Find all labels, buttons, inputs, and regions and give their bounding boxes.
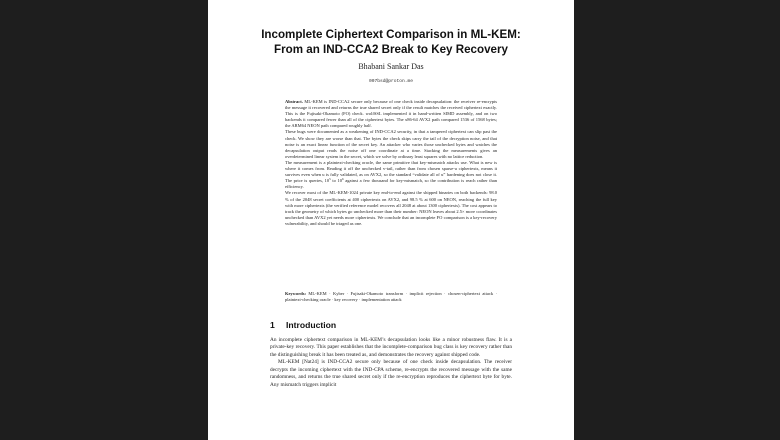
keywords-list: ML-KEM · Kyber · Fujisaki-Okamoto transform · implicit rejection · chosen-ciphertext attack · plaintext-checking oracle · key recovery · implementation attack: [285, 291, 498, 303]
author-email: 007bsd@proton.me: [368, 79, 414, 84]
section-number: 1: [270, 320, 275, 330]
exponent-1: 5: [329, 177, 331, 182]
abstract-text-3b: to 10: [330, 178, 343, 184]
abstract-paragraph-3: [285, 160, 497, 190]
introduction-body: [270, 337, 512, 389]
abstract-label: Abstract.: [285, 99, 303, 104]
abstract-paragraph-4: We recover most of the ML-KEM-1024 private key end-to-end against the shipped binaries on both backends: 98.0 % of the 2048 secret coefficients at 400 ciphertexts on AVX2, and 98.5 % at 600 on NEON, reaching the full key with more ciphertexts (the verified reference model recovers all 2048 at about 1300 ciphertexts). The cost appears to track the geometry of which bytes go unchecked more than their number: NEON leaves about 2.5× more coordinates unchecked than AVX2 yet needs more ciphertexts. We conclude that an incomplete FO comparison is a key-recovery vulnerability, and should be triaged as one.: [285, 190, 497, 226]
paper-title: [222, 27, 560, 57]
intro-paragraph-1: An incomplete ciphertext comparison in ML-KEM’s decapsulation looks like a minor robustness flaw. It is a private-key recovery. This paper establishes that the incomplete-comparison bug class is key recovery rather than the distinguishing break it has been treated as, and demonstrates the recovery against shipped code.: [270, 337, 512, 358]
abstract: [285, 99, 497, 227]
abstract-text-3c: against a few thousand for key-mismatch, so the contribution is reach rather than efficiency.: [285, 178, 497, 190]
abstract-text-1: ML-KEM is IND-CCA2 secure only because of one check inside decapsulation: the receiver re-encrypts the message it recovered and returns the true shared secret only if the result matches the received ciphertext exactly. This is the Fujisaki-Okamoto (FO) check. wolfSSL implemented it in hand-written SIMD assembly, and on two backends it compared fewer than all of the ciphertext bytes. The x86-64 AVX2 path compared 1536 of 1568 bytes; the ARM64 NEON path compared roughly half.: [285, 99, 498, 129]
keywords-label: Keywords:: [285, 291, 306, 296]
abstract-paragraph-1: [285, 99, 497, 129]
abstract-paragraph-2: These bugs were documented as a weakening of IND-CCA2 security, in that a tampered ciphertext can slip past the check. We show they are worse than that. The bytes the check skips carry the tail of the decryption noise, and that noise is an exact linear function of the secret key. An attacker who varies those unchecked bytes and watches the decapsulation output reads the noise off one coordinate at a time. Stacking the measurements gives an overdetermined linear system in the secret, which we solve by ordinary least squares with no lattice reduction.: [285, 129, 497, 159]
exponent-2: 6: [342, 177, 344, 182]
paper-title-line-2: From an IND-CCA2 Break to Key Recovery: [274, 43, 508, 56]
abstract-text-3a: The measurement is a plaintext-checking oracle, the same primitive that key-mismatch attacks use. What is new is where it comes from. Reading it off the unchecked v-tail, rather than from chosen sparse-u ciphertexts, means it survives even when u is fully validated, as on AVX2, so the standard “validate all of u” hardening does not close it. The price is queries, 10: [285, 159, 497, 184]
author-name: Bhabani Sankar Das: [358, 62, 424, 71]
intro-paragraph-2: ML-KEM [Nat24] is IND-CCA2 secure only because of one check inside decapsulation. The receiver decrypts the incoming ciphertext with the IND-CPA scheme, re-encrypts the recovered message with the same randomness, and returns the true shared secret only if the re-encryption reproduces the ciphertext byte for byte. Any mismatch triggers implicit: [270, 359, 512, 388]
section-heading-introduction: [270, 320, 336, 330]
paper-title-line-1: Incomplete Ciphertext Comparison in ML-KEM:: [261, 28, 521, 41]
keywords: [285, 291, 497, 303]
pdf-page[interactable]: [208, 0, 574, 440]
section-title: Introduction: [286, 320, 337, 330]
